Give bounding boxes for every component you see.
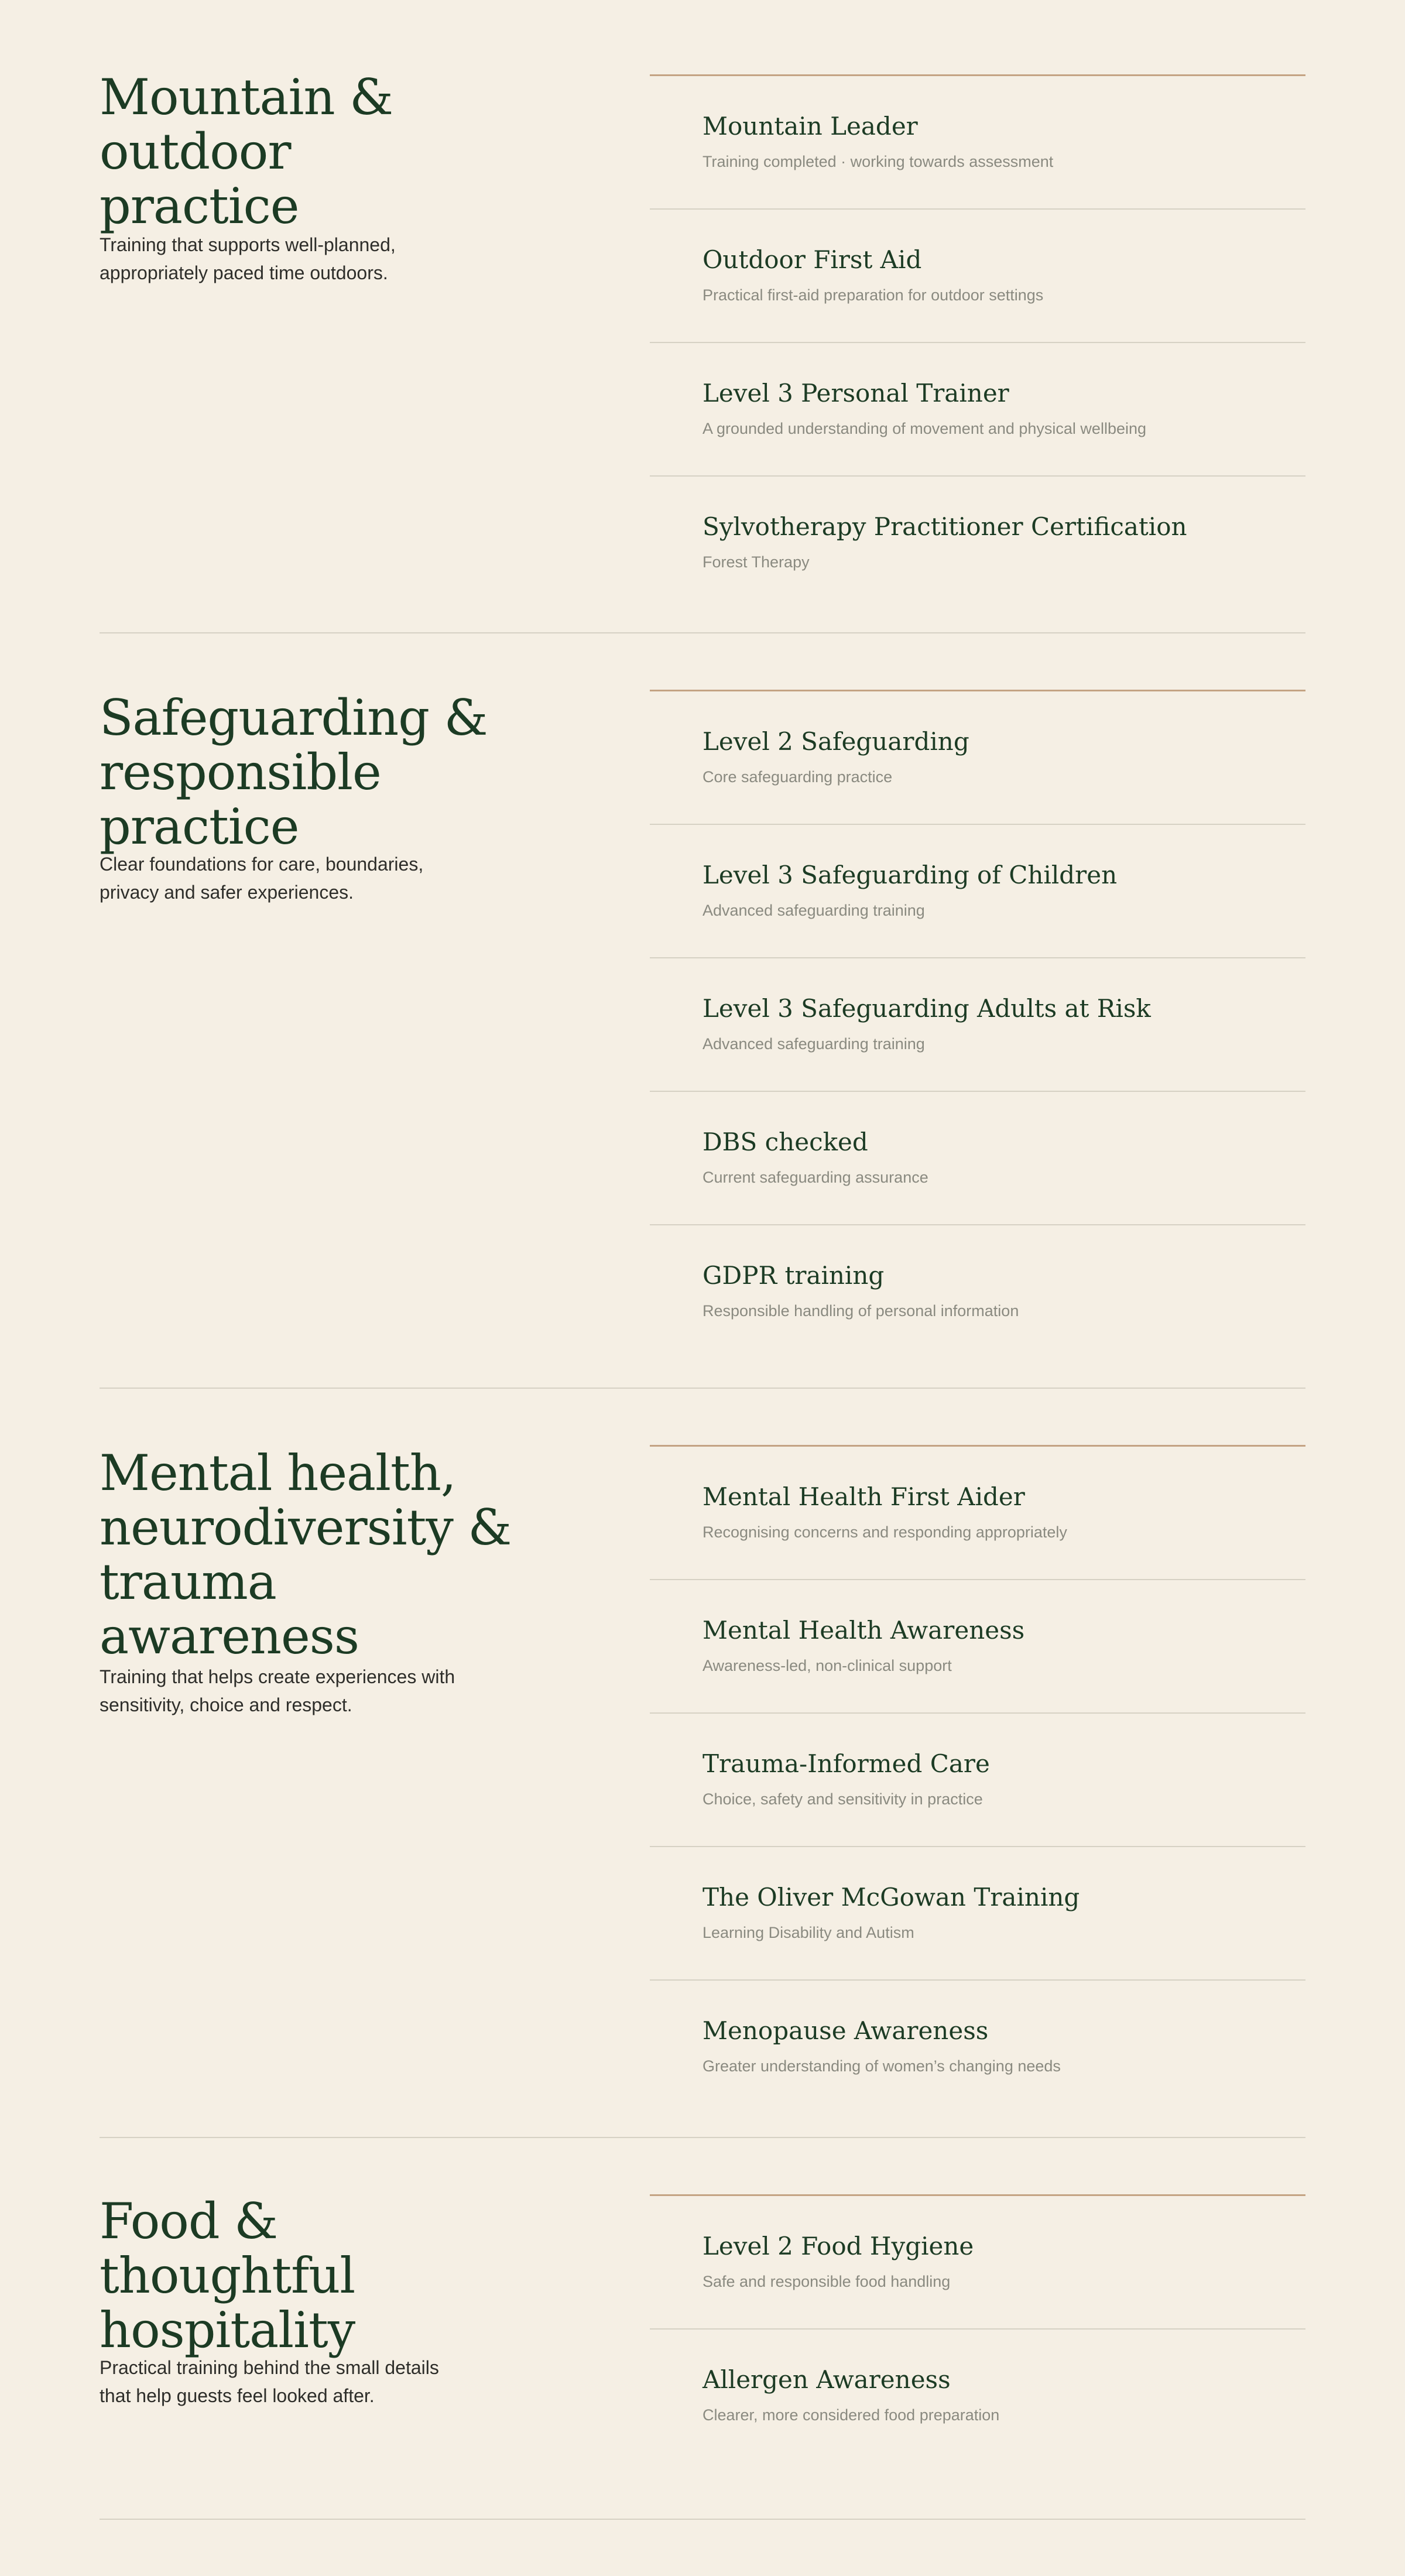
item-subtitle: Practical first-aid preparation for outdoor settings xyxy=(702,286,1044,304)
section-heading: Mental health, neurodiversity & trauma awareness xyxy=(100,1444,512,1665)
item-subtitle: Greater understanding of women’s changing needs xyxy=(702,2057,1061,2075)
item-subtitle: Advanced safeguarding training xyxy=(702,1035,925,1053)
item-title: Level 2 Food Hygiene xyxy=(702,2232,974,2260)
qualification-list xyxy=(650,690,1305,1359)
list-item xyxy=(650,1847,1305,1981)
list-item xyxy=(650,1981,1305,2114)
item-title: Outdoor First Aid xyxy=(702,245,922,274)
item-subtitle: Core safeguarding practice xyxy=(702,768,893,786)
item-title: Sylvotherapy Practitioner Certification xyxy=(702,512,1187,541)
list-item xyxy=(650,691,1305,825)
qualification-list xyxy=(650,1445,1305,2114)
item-subtitle: Advanced safeguarding training xyxy=(702,902,925,919)
item-title: Menopause Awareness xyxy=(702,2016,989,2045)
item-subtitle: Forest Therapy xyxy=(702,553,810,571)
list-item xyxy=(650,343,1305,477)
item-title: Trauma-Informed Care xyxy=(702,1749,990,1778)
list-item xyxy=(650,958,1305,1092)
item-subtitle: Training completed · working towards assessment xyxy=(702,153,1054,170)
item-title: DBS checked xyxy=(702,1128,868,1156)
list-item xyxy=(650,2330,1305,2463)
list-item xyxy=(650,1580,1305,1714)
section-food-hospitality xyxy=(100,2137,1305,2520)
item-title: Mental Health First Aider xyxy=(702,1482,1025,1511)
item-subtitle: Learning Disability and Autism xyxy=(702,1924,914,1941)
section-intro: Training that helps create experiences with sensitivity, choice and respect. xyxy=(100,1666,455,1715)
section-mental-health xyxy=(100,1388,1305,2138)
item-subtitle: Safe and responsible food handling xyxy=(702,2273,951,2290)
section-intro: Training that supports well-planned, appropriately paced time outdoors. xyxy=(100,234,396,283)
section-heading: Mountain & outdoor practice xyxy=(100,68,393,235)
item-title: Level 3 Safeguarding of Children xyxy=(702,861,1118,889)
section-safeguarding xyxy=(100,632,1305,1389)
item-title: Mountain Leader xyxy=(702,112,918,141)
item-subtitle: Current safeguarding assurance xyxy=(702,1169,928,1186)
item-title: Level 2 Safeguarding xyxy=(702,727,969,756)
list-item xyxy=(650,825,1305,958)
item-subtitle: Responsible handling of personal information xyxy=(702,1302,1019,1320)
list-item xyxy=(650,1092,1305,1225)
list-item xyxy=(650,210,1305,343)
item-title: Mental Health Awareness xyxy=(702,1616,1025,1645)
item-title: GDPR training xyxy=(702,1261,885,1290)
section-mountain-outdoor xyxy=(100,0,1305,633)
item-title: Level 3 Personal Trainer xyxy=(702,379,1009,407)
item-subtitle: Recognising concerns and responding appropriately xyxy=(702,1523,1067,1541)
list-item xyxy=(650,477,1305,610)
qualification-list xyxy=(650,2194,1305,2463)
item-title: The Oliver McGowan Training xyxy=(702,1883,1080,1912)
section-heading: Safeguarding & responsible practice xyxy=(100,689,488,855)
list-item xyxy=(650,76,1305,210)
qualification-list xyxy=(650,74,1305,610)
section-intro: Clear foundations for care, boundaries, privacy and safer experiences. xyxy=(100,854,424,903)
item-subtitle: Clearer, more considered food preparation xyxy=(702,2406,1000,2424)
item-title: Level 3 Safeguarding Adults at Risk xyxy=(702,994,1151,1023)
item-title: Allergen Awareness xyxy=(702,2365,951,2394)
list-item xyxy=(650,1447,1305,1580)
item-subtitle: Awareness-led, non-clinical support xyxy=(702,1657,952,1674)
item-subtitle: Choice, safety and sensitivity in practice xyxy=(702,1790,983,1808)
item-subtitle: A grounded understanding of movement and physical wellbeing xyxy=(702,420,1147,437)
section-heading: Food & thoughtful hospitality xyxy=(100,2193,355,2359)
list-item xyxy=(650,1225,1305,1359)
list-item xyxy=(650,1714,1305,1847)
section-intro: Practical training behind the small details that help guests feel looked after. xyxy=(100,2357,439,2406)
list-item xyxy=(650,2196,1305,2330)
